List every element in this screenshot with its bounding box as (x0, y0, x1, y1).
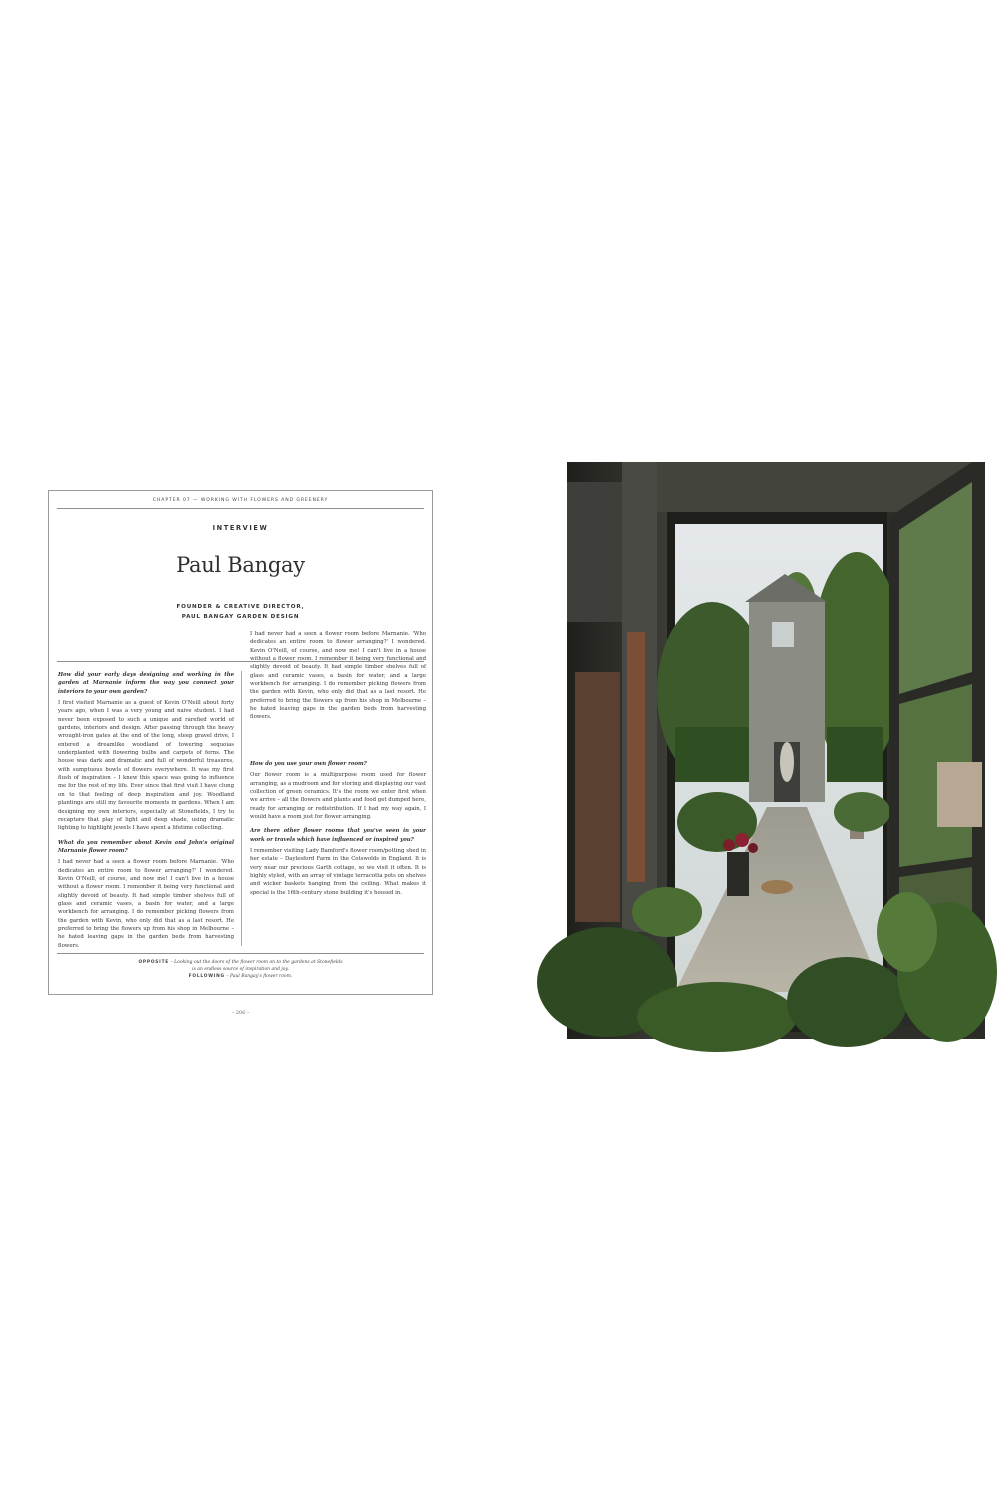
chapter-header: CHAPTER 07 — WORKING WITH FLOWERS AND GREENERY (152, 498, 329, 503)
question-3: How do you use your own flower room? (250, 761, 367, 767)
photo-captions (49, 959, 432, 981)
column-divider (241, 671, 242, 946)
caption-following-key: FOLLOWING (188, 974, 225, 980)
question-2: What do you remember about Kevin and John's original Marnanie flower room? (58, 839, 234, 854)
caption-opposite (49, 959, 432, 966)
caption-opposite-text: – Looking out the doors of the flower room on to the gardens at Stonefields (169, 960, 343, 965)
answer-4: I remember visiting Lady Bamford's flower room/potting shed in her estate – Daylesford Farm in the Cotswolds in England. It is very near our precious Garth cottage, so we visit it often. It is highly styled, with an array of vintage terracotta pots on shelves and wicker baskets hanging from the ceiling. What makes it special is the 16th-century stone building it's housed in. (250, 848, 426, 896)
caption-following (49, 973, 432, 980)
caption-following-text: – Paul Bangay's flower room. (224, 974, 293, 980)
answer-3: Our flower room is a multipurpose room used for flower arranging, as a mudroom and for storing and displaying our vast collection of green ceramics. It's the room we enter first when we arrive – all the flowers and plants and food get dumped here, ready for arranging or redistribution. If I had my way again, I would have a room just for flower arranging. (250, 772, 426, 821)
answer-2-flow: I had never had a seen a flower room before Marnanie. 'Who dedicates an entire room to flower arranging?' I wondered. Kevin O'Neill, of course, and now me! I can't live in a house without a flower room. I remember it being very functional and slightly devoid of beauty. It had simple timber shelves full of glass and ceramic vases, a basin for water, and a large workbench for arranging. I do remember picking flowers from the garden with Kevin, who only did that as a last resort. He preferred to bring the flowers up from his shop in Melbourne – he hated leaving gaps in the garden beds from harvesting flowers. (250, 631, 426, 721)
caption-opposite-key: OPPOSITE (138, 960, 170, 965)
garden-photo-illustration (567, 462, 985, 1039)
answer-2: I had never had a seen a flower room before Marnanie. 'Who dedicates an entire room to flower arranging?' I wondered. Kevin O'Neill, of course, and now me! I can't live in a house without a flower room. I remember it being very functional and slightly devoid of beauty. It had simple timber shelves full of glass and ceramic vases, a basin for water, and a large workbench for arranging. I do remember picking flowers from the garden with Kevin, who only did that as a last resort. He preferred to bring the flowers up from his shop in Melbourne – he hated leaving gaps in the garden beds from harvesting flowers. (58, 859, 234, 949)
page-number: – 206 – (231, 1010, 250, 1016)
garden-photo (567, 462, 985, 1039)
header-rule (57, 508, 424, 509)
interviewee-role (49, 603, 432, 622)
role-line-1: FOUNDER & CREATIVE DIRECTOR, (176, 604, 305, 610)
interviewee-name: Paul Bangay (176, 553, 305, 577)
role-line-2: PAUL BANGAY GARDEN DESIGN (181, 613, 300, 620)
text-column-left (58, 671, 234, 949)
caption-opposite-text-2: is an endless source of inspiration and joy. (192, 967, 289, 973)
answer-2-continued (250, 631, 426, 754)
caption-rule (57, 953, 424, 954)
left-page (48, 490, 433, 995)
text-column-right (250, 631, 426, 903)
question-4: Are there other flower rooms that you've seen in your work or travels which have influenced or inspired you? (250, 828, 426, 843)
section-kicker: INTERVIEW (212, 524, 269, 532)
question-1: How did your early days designing and working in the garden at Marnanie inform the way you connect your interiors to your own garden? (58, 672, 234, 695)
answer-1: I first visited Marnanie as a guest of Kevin O'Neill about forty years ago, when I was a very young and naive student. I had never been exposed to such a unique and rarefied world of gardens, interiors and design. After passing through the heavy wrought-iron gates at the end of the long, steep gravel drive, I entered a dreamlike woodland of towering sequoias underplanted with flowering bulbs and carpets of ferns. The house was dark and dramatic and full of wonderful treasures, with sumptuous bowls of flowers everywhere. It was my first flush of inspiration – I knew this space was going to influence me for the rest of my life. Ever since that first visit I have clung on to that feeling of deep inspiration and joy. Woodland plantings are still my favourite moments in gardens. When I am designing my own interiors, especially at Stonefields, I try to recapture that play of light and deep shade, using dramatic lighting to highlight jewels I have spent a lifetime collecting. (58, 700, 234, 832)
